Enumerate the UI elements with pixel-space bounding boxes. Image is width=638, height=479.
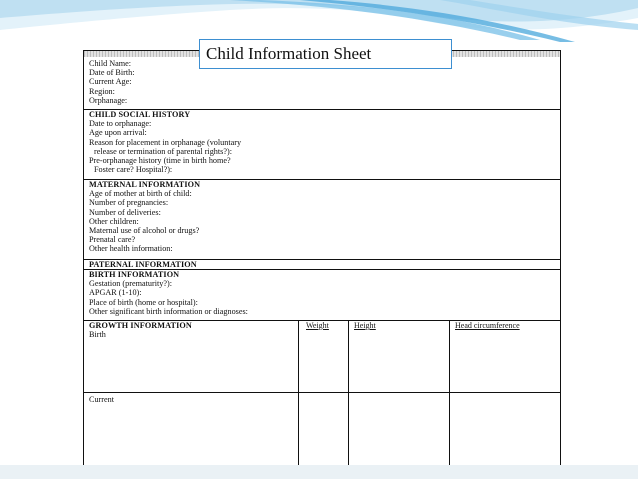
growth-information-section	[84, 320, 560, 466]
alcohol-drugs-label: Maternal use of alcohol or drugs?	[89, 226, 200, 236]
child-information-form	[83, 50, 561, 465]
pregnancies-label: Number of pregnancies:	[89, 198, 169, 208]
deliveries-label: Number of deliveries:	[89, 207, 161, 217]
birth-information-section	[84, 269, 560, 316]
birth-heading: BIRTH INFORMATION	[89, 270, 180, 279]
social-history-heading: CHILD SOCIAL HISTORY	[89, 110, 191, 119]
pre-orphanage-history-label-cont: Foster care? Hospital?):	[94, 165, 173, 175]
maternal-heading: MATERNAL INFORMATION	[89, 180, 201, 189]
mother-age-label: Age of mother at birth of child:	[89, 189, 192, 199]
growth-row-birth: Birth	[89, 330, 106, 340]
growth-row-current: Current	[89, 395, 115, 404]
date-to-orphanage-label: Date to orphanage:	[89, 119, 152, 129]
pre-orphanage-history-label: Pre-orphanage history (time in birth home?	[89, 156, 231, 166]
other-children-label: Other children:	[89, 216, 139, 226]
column-weight: Weight	[306, 321, 329, 330]
other-birth-info-label: Other significant birth information or diagnoses:	[89, 306, 248, 316]
date-of-birth-label: Date of Birth:	[89, 68, 135, 78]
placement-reason-label-cont: release or termination of parental rights?):	[94, 146, 232, 156]
child-name-label: Child Name:	[89, 59, 132, 68]
apgar-label: APGAR (1-10):	[89, 288, 142, 298]
child-social-history-section	[84, 109, 560, 174]
orphanage-label: Orphanage:	[89, 95, 128, 105]
column-head-circumference: Head circumference	[455, 321, 520, 330]
sheet-title: Child Information Sheet	[199, 39, 452, 69]
age-upon-arrival-label: Age upon arrival:	[89, 128, 147, 138]
growth-heading: GROWTH INFORMATION	[89, 321, 192, 330]
placement-reason-label: Reason for placement in orphanage (voluntary	[89, 137, 242, 147]
header-wave-banner	[0, 0, 638, 44]
maternal-information-section	[84, 179, 560, 254]
gestation-label: Gestation (prematurity?):	[89, 279, 172, 289]
prenatal-care-label: Prenatal care?	[89, 235, 136, 245]
region-label: Region:	[89, 86, 115, 96]
paternal-heading: PATERNAL INFORMATION	[89, 260, 197, 269]
current-age-label: Current Age:	[89, 77, 132, 87]
other-health-label: Other health information:	[89, 244, 173, 254]
footer-band	[0, 465, 638, 479]
paternal-information-section	[84, 259, 560, 269]
growth-row-divider	[84, 392, 560, 393]
column-height: Height	[354, 321, 376, 330]
place-of-birth-label: Place of birth (home or hospital):	[89, 297, 198, 307]
